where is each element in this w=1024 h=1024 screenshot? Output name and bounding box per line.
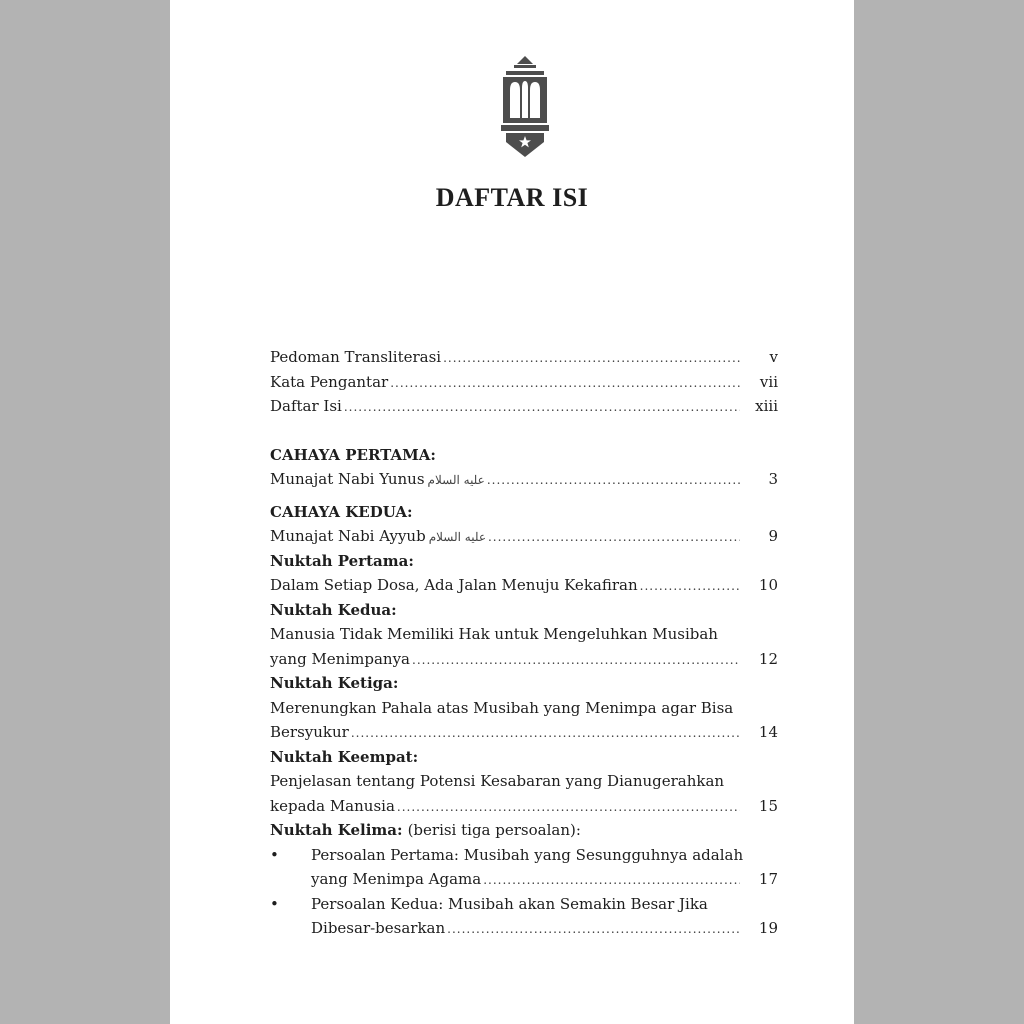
toc-entry-title: Merenungkan Pahala atas Musibah yang Menimpa agar Bisa: [270, 698, 734, 717]
toc-entry[interactable]: [270, 370, 778, 395]
toc-leader-dots: [447, 916, 740, 942]
toc-entry[interactable]: [270, 345, 778, 370]
toc-entry[interactable]: [270, 916, 778, 941]
toc-entry-title: Munajat Nabi Ayyub عليه السلام: [270, 527, 486, 545]
toc-entry-title: Penjelasan tentang Potensi Kesabaran yang Dianugerahkan: [270, 772, 725, 790]
toc-entry-title: Dibesar-besarkan: [311, 919, 446, 937]
toc-entry-title: Bersyukur: [270, 723, 349, 741]
toc-page-number: 17: [758, 870, 778, 888]
toc-subheading: Nuktah Ketiga:: [270, 674, 399, 692]
toc-entry[interactable]: [270, 394, 778, 419]
toc-page-number: 9: [768, 527, 778, 545]
toc-page-number: 10: [758, 576, 778, 594]
book-page: [170, 0, 854, 1024]
toc-subheading-with-note: [270, 818, 778, 843]
bullet-icon: •: [270, 894, 279, 913]
toc-subheading: Nuktah Kelima:: [270, 821, 403, 839]
toc-entry-line[interactable]: [270, 769, 778, 794]
toc-entry-title: Daftar Isi: [270, 397, 342, 415]
table-of-contents: [270, 345, 778, 941]
lantern-ornament-icon: [500, 54, 550, 158]
toc-entry[interactable]: [270, 647, 778, 672]
toc-leader-dots: [344, 394, 740, 420]
toc-entry-title: kepada Manusia: [270, 796, 395, 815]
honorific-mark: عليه السلام: [427, 473, 485, 487]
honorific-mark: عليه السلام: [428, 530, 486, 544]
toc-entry-title: yang Menimpanya: [270, 649, 410, 668]
toc-page-number: 3: [768, 470, 778, 488]
toc-page-number: 12: [758, 649, 778, 668]
toc-page-number: 19: [758, 919, 778, 937]
toc-page-number: v: [769, 348, 778, 366]
toc-entry[interactable]: [270, 720, 778, 745]
toc-entry-line[interactable]: [270, 696, 778, 721]
toc-entry-title: Kata Pengantar: [270, 372, 389, 391]
toc-leader-dots: [640, 573, 740, 599]
toc-bullet-line[interactable]: [270, 892, 778, 917]
toc-section-heading: CAHAYA PERTAMA:: [270, 445, 436, 464]
toc-leader-dots: [390, 370, 740, 396]
toc-leader-dots: [351, 720, 740, 746]
page-title: DAFTAR ISI: [435, 183, 589, 212]
toc-bullet-line[interactable]: [270, 843, 778, 868]
toc-entry[interactable]: [270, 524, 778, 549]
toc-section-heading: CAHAYA KEDUA:: [270, 502, 413, 521]
toc-page-number: 15: [758, 796, 778, 815]
toc-page-number: xiii: [755, 397, 778, 415]
toc-entry-line[interactable]: [270, 622, 778, 647]
toc-subheading: Nuktah Keempat:: [270, 747, 419, 766]
toc-entry[interactable]: [270, 794, 778, 819]
toc-entry[interactable]: [270, 467, 778, 492]
toc-entry-title: Dalam Setiap Dosa, Ada Jalan Menuju Kekafiran: [270, 576, 638, 594]
toc-page-number: vii: [759, 372, 778, 391]
toc-entry[interactable]: [270, 867, 778, 892]
toc-page-number: 14: [758, 723, 778, 741]
toc-entry-title: Persoalan Pertama: Musibah yang Sesungguhnya adalah: [311, 845, 744, 864]
toc-entry-title: yang Menimpa Agama: [311, 870, 482, 888]
toc-leader-dots: [487, 467, 740, 493]
toc-leader-dots: [443, 345, 740, 371]
toc-entry-title: Munajat Nabi Yunus عليه السلام: [270, 470, 485, 488]
toc-note: (berisi tiga persoalan):: [407, 821, 581, 839]
toc-entry-title: Manusia Tidak Memiliki Hak untuk Mengeluhkan Musibah: [270, 625, 718, 643]
toc-entry-title: Pedoman Transliterasi: [270, 348, 442, 366]
toc-entry[interactable]: [270, 573, 778, 598]
bullet-icon: •: [270, 845, 279, 864]
toc-leader-dots: [483, 867, 740, 893]
toc-subheading: Nuktah Kedua:: [270, 600, 397, 619]
toc-leader-dots: [397, 794, 740, 820]
toc-leader-dots: [488, 524, 740, 550]
toc-subheading: Nuktah Pertama:: [270, 551, 414, 570]
toc-leader-dots: [412, 647, 740, 673]
toc-entry-title: Persoalan Kedua: Musibah akan Semakin Besar Jika: [311, 894, 708, 913]
